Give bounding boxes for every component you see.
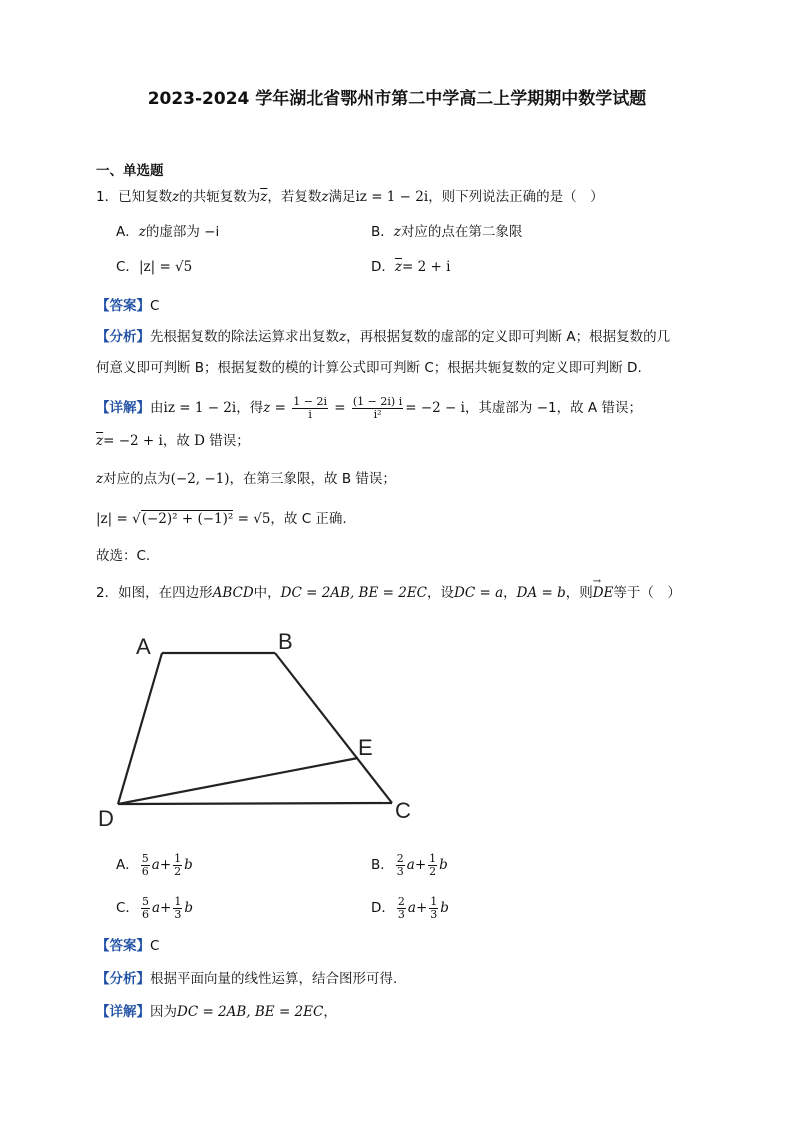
q1-choose: 故选：C. [96,548,151,564]
segment-de [118,758,358,804]
q2-option-a: A． $\frac{5}{6}$ a+ $\frac{1}{2}$ b [116,851,193,878]
segment-dc [118,803,392,804]
q1-detail-line1: 【详解】由iz = 1 − 2i，得z = $\frac{1 - 2i}{i}$ = $\frac{(1 - 2i) i}{\text{i²}}$ = −2 − i，其虚部为 −1，故 A 错误； [96,394,642,421]
segment-bc [275,653,392,803]
q1-analysis-line1: 【分析】先根据复数的除法运算求出复数z，再根据复数的虚部的定义即可判断 A；根据复数的几 [96,329,671,345]
q1-stem: 1．已知复数z的共轭复数为$\overline{z}$，若复数z满足iz = 1 − 2i，则下列说法正确的是（ ） [96,189,604,205]
q2-answer: 【答案】C [96,938,160,954]
q2-option-c: C． $\frac{5}{6}$ a+ $\frac{1}{3}$ b [116,894,193,921]
segment-da [118,653,162,804]
quadrilateral-figure [92,622,422,832]
point-label-a: A [136,634,151,659]
point-label-d: D [98,806,114,831]
page-title: 2023-2024 学年湖北省鄂州市第二中学高二上学期期中数学试题 [147,89,647,109]
fraction-2: $\frac{(1 - 2i) i}{\text{i²}}$ [352,394,403,421]
q1-analysis-line2: 何意义即可判断 B；根据复数的模的计算公式即可判断 C；根据共轭复数的定义即可判断 D. [96,360,642,376]
q1-option-c: C．|z| = √5 [116,259,193,275]
q2-stem: 2．如图，在四边形ABCD中，DC = 2AB, BE = 2EC，设DC = a，DA = b，则→ DE等于（ ） [96,584,681,602]
q1-detail-line2: $\overline{z}= -2 + i$，故 D 错误； [96,433,250,449]
q1-answer: 【答案】C [96,298,160,314]
fraction-1: $\frac{1 - 2i}{i}$ [293,394,327,421]
q1-option-b: B．z对应的点在第二象限 [371,224,523,240]
section-heading: 一、单选题 [96,163,164,179]
q2-analysis: 【分析】根据平面向量的线性运算，结合图形可得. [96,971,398,987]
q1-option-a: A．z的虚部为 −i [116,224,220,240]
point-label-b: B [278,629,293,654]
q1-option-d: D．$\overline{z}= 2 + i$ [371,259,451,275]
q2-detail: 【详解】因为DC = 2AB, BE = 2EC， [96,1004,337,1020]
point-label-c: C [395,798,411,823]
point-label-e: E [358,735,373,760]
q2-option-d: D． $\frac{2}{3}$ a+ $\frac{1}{3}$ b [371,894,449,921]
q2-option-b: B． $\frac{2}{3}$ a+ $\frac{1}{2}$ b [371,851,448,878]
q1-detail-line4: |z| = √(−2)² + (−1)² = √5，故 C 正确. [96,511,347,527]
q1-detail-line3: z对应的点为(−2, −1)，在第三象限，故 B 错误； [96,471,396,487]
